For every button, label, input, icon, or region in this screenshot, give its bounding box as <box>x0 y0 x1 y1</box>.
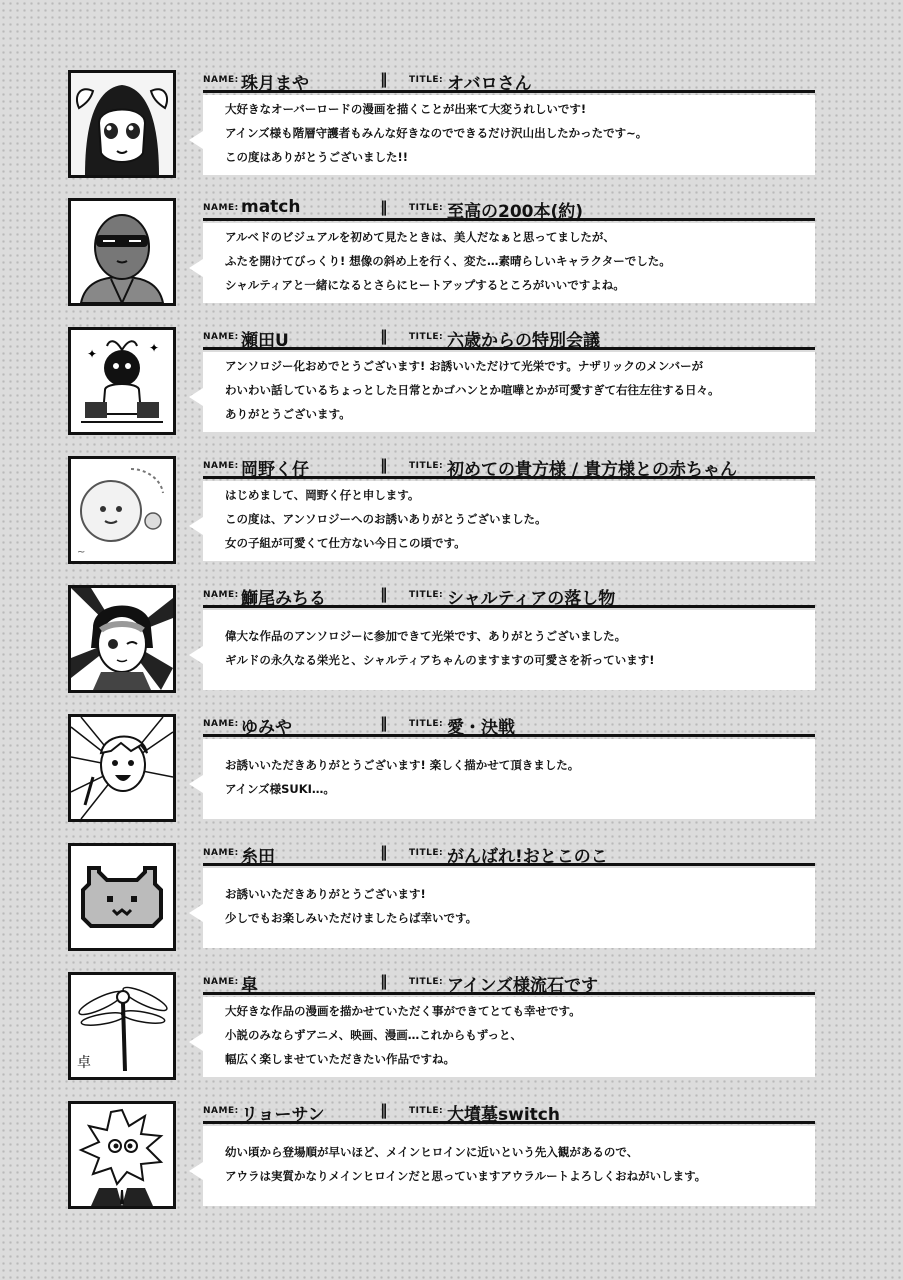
name-label: NAME: <box>203 848 239 858</box>
comment-line: アインズ様も階層守護者もみんな好きなのでできるだけ沢山出したかったです~。 <box>225 126 648 140</box>
comment-line: 小説のみならずアニメ、映画、漫画…これからもずっと、 <box>225 1028 523 1042</box>
work-title: オバロさん <box>447 74 532 94</box>
svg-text:✦: ✦ <box>87 347 98 361</box>
name-label: NAME: <box>203 461 239 471</box>
comment-line: ギルドの永久なる栄光と、シャルティアちゃんのますますの可愛さを祈っています! <box>225 653 655 667</box>
author-entry <box>0 585 903 700</box>
comment-bubble <box>203 481 815 561</box>
author-name: 皐 <box>241 976 258 996</box>
comment-line: 幅広く楽しませていただきたい作品ですね。 <box>225 1052 455 1066</box>
author-name: 珠月まや <box>241 74 309 94</box>
pixel-cat-icon <box>68 843 176 951</box>
title-label: TITLE: <box>409 590 444 600</box>
work-title: 至高の200本(約) <box>447 202 584 222</box>
entry-header <box>203 585 815 608</box>
entry-header <box>203 456 815 479</box>
dragonfly-icon <box>68 972 176 1080</box>
comment-line: はじめまして、岡野く仔と申します。 <box>225 488 420 502</box>
work-title: 初めての貴方様 / 貴方様との赤ちゃん <box>447 460 738 480</box>
comment-line: この度は、アンソロジーへのお誘いありがとうございました。 <box>225 512 547 526</box>
comment-bubble <box>203 997 815 1077</box>
comment-line: アウラは実質かなりメインヒロインだと思っていますアウラルートよろしくおねがいします。 <box>225 1169 707 1183</box>
name-label: NAME: <box>203 203 239 213</box>
author-entry <box>0 714 903 829</box>
comment-bubble <box>203 95 815 175</box>
excited-artist-icon <box>68 714 176 822</box>
author-name: 糸田 <box>241 847 275 867</box>
author-name: リョーサン <box>241 1105 325 1125</box>
title-label: TITLE: <box>409 461 444 471</box>
entry-header <box>203 198 815 221</box>
separator: ‖ <box>380 714 388 732</box>
work-title: アインズ様流石です <box>447 976 598 996</box>
comment-line: 少しでもお楽しみいただけましたらば幸いです。 <box>225 911 478 925</box>
comment-bubble <box>203 868 815 948</box>
author-name: ゆみや <box>241 718 292 738</box>
comment-bubble <box>203 739 815 819</box>
sprout-mascot-icon <box>68 327 176 435</box>
separator: ‖ <box>380 585 388 603</box>
name-label: NAME: <box>203 75 239 85</box>
author-name: match <box>241 197 301 217</box>
author-entry <box>0 70 903 185</box>
comment-line: この度はありがとうございました!! <box>225 150 408 164</box>
comment-line: ふたを開けてびっくり! 想像の斜め上を行く、変た…素晴らしいキャラクターでした。 <box>225 254 671 268</box>
round-creature-icon <box>68 456 176 564</box>
author-entry <box>0 456 903 571</box>
author-entry <box>0 327 903 442</box>
title-label: TITLE: <box>409 848 444 858</box>
name-label: NAME: <box>203 1106 239 1116</box>
name-label: NAME: <box>203 590 239 600</box>
author-entry <box>0 843 903 958</box>
separator: ‖ <box>380 70 388 88</box>
author-entry <box>0 198 903 313</box>
author-name: 岡野く仔 <box>241 460 309 480</box>
comment-line: わいわい話しているちょっとした日常とかゴハンとか喧嘩とかが可愛すぎて右往左往する日々。 <box>225 383 720 397</box>
comment-line: アインズ様SUKI…。 <box>225 782 335 796</box>
comment-bubble <box>203 352 815 432</box>
comment-line: 大好きな作品の漫画を描かせていただく事ができてとても幸せです。 <box>225 1004 581 1018</box>
author-name: 瀬田U <box>241 331 289 351</box>
shalltear-portrait-icon <box>68 585 176 693</box>
work-title: がんばれ!おとこのこ <box>447 847 608 867</box>
entry-header <box>203 327 815 350</box>
separator: ‖ <box>380 1101 388 1119</box>
comment-bubble <box>203 610 815 690</box>
comment-bubble <box>203 1126 815 1206</box>
comment-bubble <box>203 223 815 303</box>
title-label: TITLE: <box>409 1106 444 1116</box>
comment-line: 幼い頃から登場順が早いほど、メインヒロインに近いという先入観があるので、 <box>225 1145 639 1159</box>
entry-header <box>203 972 815 995</box>
comment-line: お誘いいただきありがとうございます! 楽しく描かせて頂きました。 <box>225 758 580 772</box>
spiky-head-suit-icon <box>68 1101 176 1209</box>
entry-header <box>203 714 815 737</box>
title-label: TITLE: <box>409 719 444 729</box>
entry-header <box>203 843 815 866</box>
comment-line: シャルティアと一緒になるとさらにヒートアップするところがいいですよね。 <box>225 278 625 292</box>
name-label: NAME: <box>203 719 239 729</box>
work-title: シャルティアの落し物 <box>447 589 616 609</box>
separator: ‖ <box>380 198 388 216</box>
work-title: 六歳からの特別会議 <box>447 331 600 351</box>
svg-text:~: ~ <box>77 547 86 558</box>
author-name: 鰤尾みちる <box>241 589 326 609</box>
title-label: TITLE: <box>409 977 444 987</box>
author-entry <box>0 1101 903 1216</box>
work-title: 愛・決戦 <box>447 718 515 738</box>
name-label: NAME: <box>203 977 239 987</box>
comment-line: ありがとうございます。 <box>225 407 351 421</box>
svg-text:✦: ✦ <box>149 341 160 355</box>
separator: ‖ <box>380 327 388 345</box>
work-title: 大墳墓switch <box>447 1105 560 1125</box>
separator: ‖ <box>380 972 388 990</box>
entry-header <box>203 1101 815 1124</box>
author-entry <box>0 972 903 1087</box>
comment-line: 偉大な作品のアンソロジーに参加できて光栄です、ありがとうございました。 <box>225 629 627 643</box>
entry-header <box>203 70 815 93</box>
masked-ninja-icon <box>68 198 176 306</box>
albedo-portrait-icon <box>68 70 176 178</box>
comment-line: 大好きなオーバーロードの漫画を描くことが出来て大変うれしいです! <box>225 102 587 116</box>
comment-line: お誘いいただきありがとうございます! <box>225 887 426 901</box>
svg-text:卓: 卓 <box>77 1055 91 1071</box>
comment-line: アンソロジー化おめでとうございます! お誘いいただけて光栄です。ナザリックのメンバーが <box>225 359 704 373</box>
separator: ‖ <box>380 456 388 474</box>
title-label: TITLE: <box>409 203 444 213</box>
comment-line: 女の子組が可愛くて仕方ない今日この頃です。 <box>225 536 466 550</box>
name-label: NAME: <box>203 332 239 342</box>
title-label: TITLE: <box>409 332 444 342</box>
comment-line: アルベドのビジュアルを初めて見たときは、美人だなぁと思ってましたが、 <box>225 230 615 244</box>
separator: ‖ <box>380 843 388 861</box>
title-label: TITLE: <box>409 75 444 85</box>
